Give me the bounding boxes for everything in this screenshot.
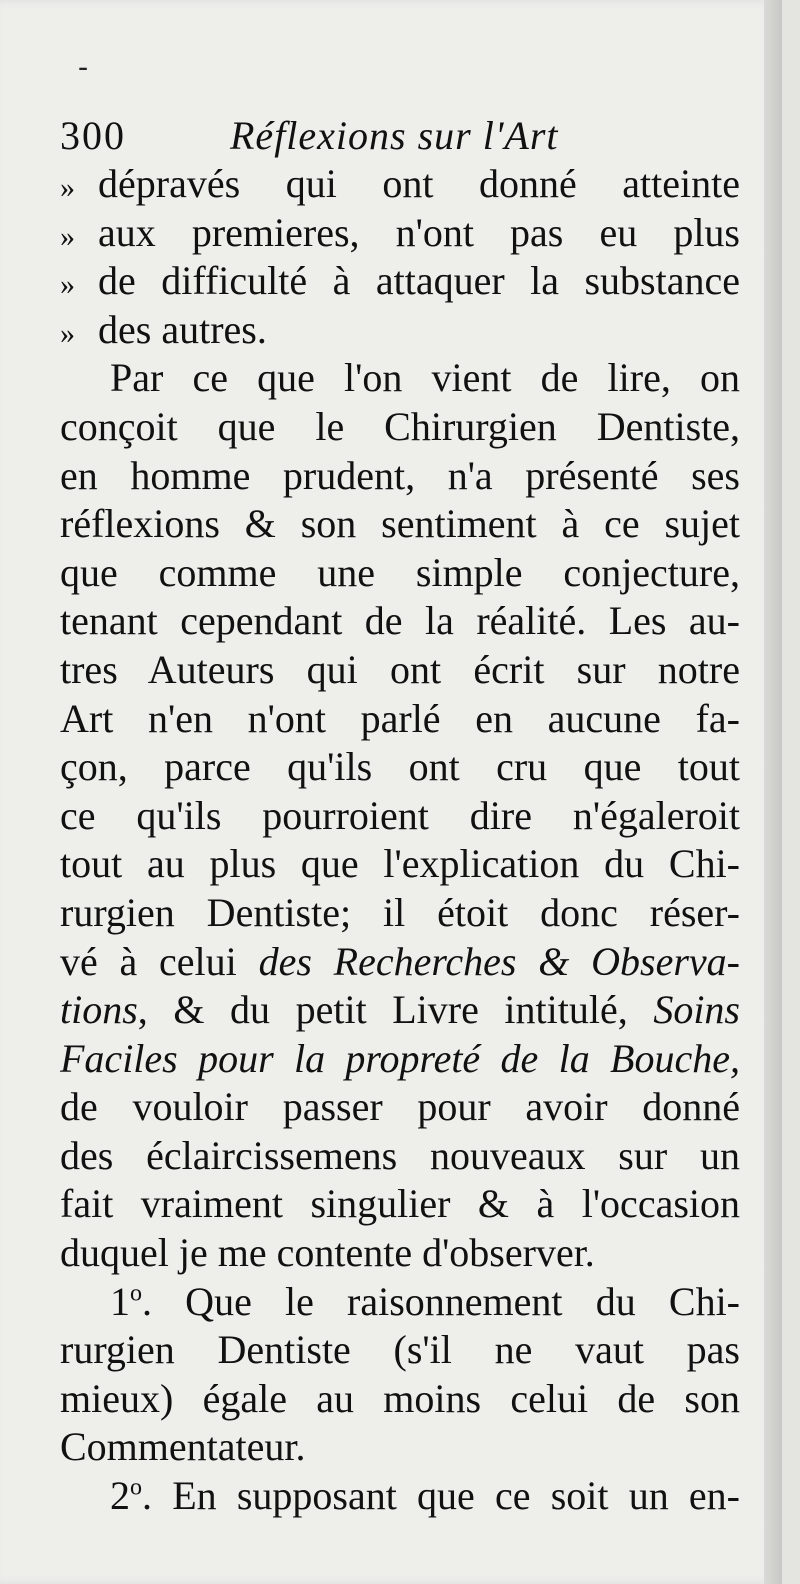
text-line: rurgien Dentiste (s'il ne vaut pas: [60, 1327, 740, 1373]
text-line: conçoit que le Chirurgien Dentiste,: [60, 403, 740, 449]
quote-mark: »: [60, 268, 75, 302]
text-line: tout au plus que l'explication du Chi-: [60, 841, 740, 887]
text-line: en homme prudent, n'a présenté ses: [60, 452, 740, 498]
text-line: Art n'en n'ont parlé en aucune fa-: [60, 695, 740, 741]
text-line: réflexions & son sentiment à ce sujet: [60, 501, 740, 547]
text-line: tres Auteurs qui ont écrit sur notre: [60, 646, 740, 692]
quote-mark: »: [60, 219, 75, 253]
text-line: rurgien Dentiste; il étoit donc réser-: [60, 889, 740, 935]
numbered-point: 1$^o$. Que le raisonnement du Chi-: [110, 1278, 740, 1324]
text-line: » aux premieres, n'ont pas eu plus: [60, 209, 740, 258]
italic-title: des Recherches & Observa-: [258, 938, 740, 984]
quote-mark: »: [60, 316, 75, 350]
text-line: Commentateur.: [60, 1424, 306, 1470]
body-text: [60, 160, 740, 1521]
quote-mark: »: [60, 171, 75, 204]
text-line: » des autres.: [60, 306, 740, 355]
text-line: vé à celui des Recherches & Observa-: [60, 938, 740, 984]
paragraph-first-line: Par ce que l'on vient de lire, on: [110, 355, 740, 401]
text-line: fait vraiment singulier & à l'occasion: [60, 1181, 740, 1227]
page-number: 300: [60, 113, 126, 158]
text-line: duquel je me contente d'observer.: [60, 1230, 595, 1276]
page-header: [60, 112, 740, 162]
text-line: de vouloir passer pour avoir donné: [60, 1084, 740, 1130]
numbered-point: 2$^o$. En supposant que ce soit un en-: [110, 1473, 740, 1519]
ink-mark: -: [78, 50, 89, 85]
text-line: ce qu'ils pourroient dire n'égaleroit: [60, 792, 740, 838]
running-title: Réflexions sur l'Art: [230, 113, 559, 158]
text-line: » de difficulté à attaquer la substance: [60, 257, 740, 306]
italic-title: tions: [60, 987, 138, 1033]
text-line: çon, parce qu'ils ont cru que tout: [60, 744, 740, 790]
text-line: mieux) égale au moins celui de son: [60, 1375, 740, 1421]
text-line: tions, & du petit Livre intitulé, Soins: [60, 987, 740, 1033]
italic-title: Soins: [653, 987, 740, 1033]
text-line: » dépravés qui ont donné atteinte: [60, 160, 740, 209]
text-line: que comme une simple conjecture,: [60, 549, 740, 595]
text-line: tenant cependant de la réalité. Les au-: [60, 598, 740, 644]
page-edge: [764, 0, 782, 1584]
text-line: des éclaircissemens nouveaux sur un: [60, 1132, 740, 1178]
italic-title-line: Faciles pour la propreté de la Bouche,: [60, 1035, 740, 1081]
